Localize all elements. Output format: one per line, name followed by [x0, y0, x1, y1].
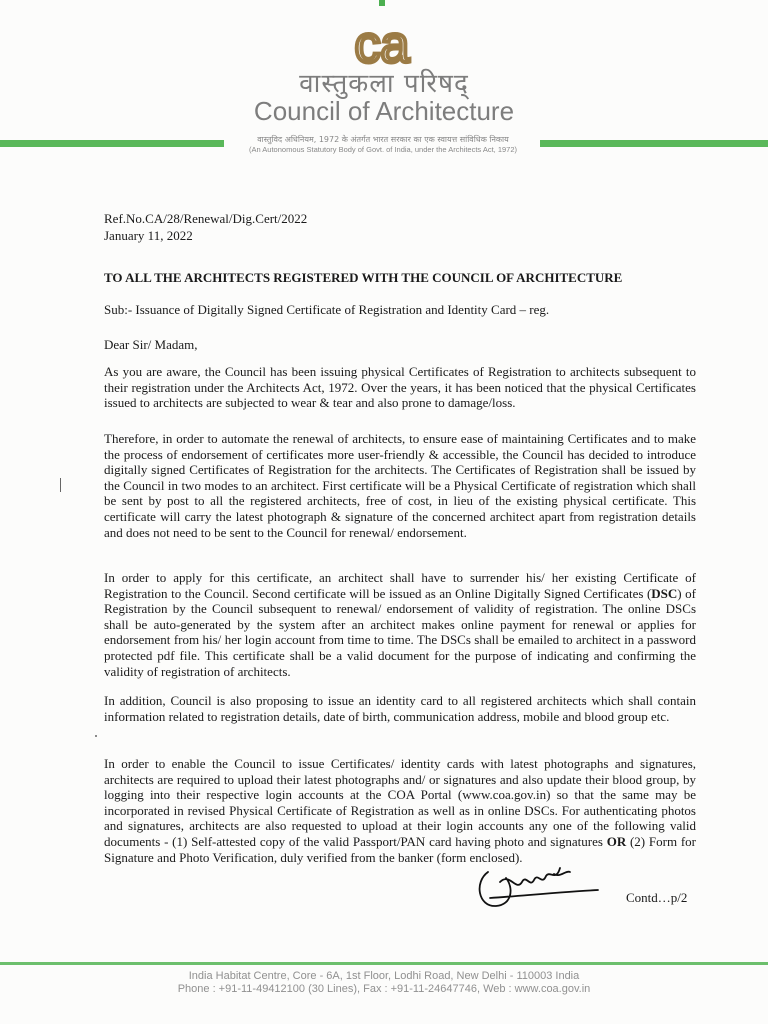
footer-contact: Phone : +91-11-49412100 (30 Lines), Fax : +91-11-24647746, Web : www.coa.gov.in: [177, 983, 591, 995]
hindi-council-name: वास्तुकला परिषद्: [299, 69, 469, 99]
logo-lettering: ca: [354, 22, 410, 68]
or-keyword: OR: [606, 833, 627, 849]
paragraph-1: [104, 364, 696, 411]
header-rule-right: [540, 140, 768, 147]
english-subtitle: (An Autonomous Statutory Body of Govt. of India, under the Architects Act, 1972): [248, 145, 518, 154]
top-mark: [379, 0, 385, 6]
reference-number: Ref.No.CA/28/Renewal/Dig.Cert/2022: [104, 211, 308, 226]
letter-heading: TO ALL THE ARCHITECTS REGISTERED WITH THE COUNCIL OF ARCHITECTURE: [104, 270, 623, 285]
paragraph-2-text: Therefore, in order to automate the renewal of architects, to ensure ease of maintaining Certificates and to make the process of endorsement of certificates more user-friendly & accessible, the Council has decided to introduce digitally signed Certificates of Registration for the architects. The Certificates of Registration shall be issued by the Council in two modes to an architect. First certificate will be a Physical Certificate of registration which shall be sent by post to all the registered architects, free of cost, in lieu of the existing physical certificate. This certificate will carry the latest photograph & signature of the concerned architect apart from registration details and does not need to be sent to the Council for renewal/ endorsement.: [104, 431, 696, 540]
paragraph-1-text: As you are aware, the Council has been issuing physical Certificates of Registration to architects subsequent to their registration under the Architects Act, 1972. Over the years, it has been noticed that the physical Certificates issued to architects are subjected to wear & tear and also prone to damage/loss.: [104, 364, 696, 411]
reference-block: [104, 210, 307, 244]
coa-logo: [336, 22, 428, 68]
dsc-abbr: DSC: [651, 585, 678, 601]
header-rule-left: [0, 140, 224, 147]
margin-mark: [60, 478, 61, 492]
paragraph-3: [104, 570, 696, 679]
paragraph-2: [104, 431, 696, 540]
letter-date: January 11, 2022: [104, 228, 193, 243]
paragraph-4-text: In addition, Council is also proposing to issue an identity card to all registered architects which shall contain information related to registration details, date of birth, communication address, mobile and blood group etc.: [104, 693, 696, 724]
letter-subject: Sub:- Issuance of Digitally Signed Certificate of Registration and Identity Card – reg.: [104, 302, 550, 317]
english-council-name: Council of Architecture: [253, 96, 515, 126]
paragraph-5-part-a: In order to enable the Council to issue Certificates/ identity cards with latest photographs and signatures, architects are required to upload their latest photographs and/ or signatures and also update their blood group, by logging into their respective login accounts at the COA Portal (www.coa.gov.in) so that the same may be incorporated in revised Physical Certificate of Registration as well as in online DSCs. For authenticating photos and signatures, architects are also requested to upload at their login accounts any one of the following valid documents - (1) Self-attested copy of the valid Passport/PAN card having photo and signatures: [104, 756, 696, 849]
paragraph-5-part-c: (2) Form for Signature and Photo Verification, duly verified from the banker (form enclosed).: [104, 833, 696, 865]
paragraph-3-text: [104, 570, 696, 679]
salutation: Dear Sir/ Madam,: [104, 337, 198, 352]
paragraph-3-part-a: In order to apply for this certificate, an architect shall have to surrender his/ her existing Certificate of Registration to the Council. Second certificate will be issued as an Online Digitally Signed Certificates (: [104, 570, 696, 601]
signature: [470, 852, 600, 914]
hindi-subtitle: वास्तुविद अधिनियम, 1972 के अंतर्गत भारत सरकार का एक स्वायत्त सांविधिक निकाय: [257, 135, 509, 144]
paragraph-4: [104, 693, 696, 724]
continued-note: Contd…p/2: [626, 890, 688, 905]
paragraph-3-part-c: ) of Registration by the Council subsequent to renewal/ endorsement of validity of registration. The online DSCs shall be auto-generated by the system after an architect makes online payment for renewal or applies for endorsement from his/ her login account from time to time. The DSCs shall be emailed to architect in a password protected pdf file. This certificate shall be a valid document for the purpose of indicating and confirming the validity of registration of architects.: [104, 585, 696, 679]
footer-rule: [0, 962, 768, 965]
paragraph-5-text: [104, 756, 696, 865]
footer-address: India Habitat Centre, Core - 6A, 1st Floor, Lodhi Road, New Delhi - 110003 India: [188, 970, 580, 982]
margin-dot: [95, 735, 97, 737]
paragraph-5: [104, 756, 696, 865]
